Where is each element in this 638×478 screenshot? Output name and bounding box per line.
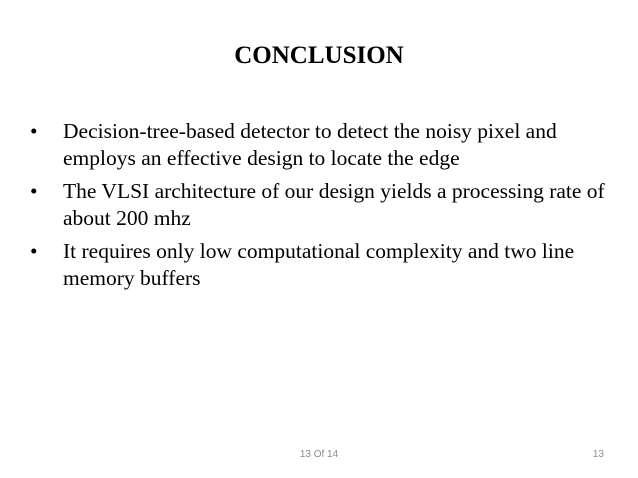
bullet-list [30, 118, 610, 298]
bullet-item [30, 118, 610, 172]
bullet-icon: • [30, 179, 38, 203]
bullet-item [30, 178, 610, 232]
bullet-item [30, 238, 610, 292]
bullet-icon: • [30, 239, 38, 263]
bullet-text: The VLSI architecture of our design yields a processing rate of about 200 mhz [63, 179, 605, 230]
bullet-icon: • [30, 119, 38, 143]
bullet-text: Decision-tree-based detector to detect the noisy pixel and employs an effective design to locate the edge [63, 119, 557, 170]
page-indicator: 13 Of 14 [299, 449, 339, 460]
slide-number: 13 [592, 449, 604, 460]
slide-title: CONCLUSION [234, 42, 404, 69]
bullet-text: It requires only low computational complexity and two line memory buffers [63, 239, 575, 290]
